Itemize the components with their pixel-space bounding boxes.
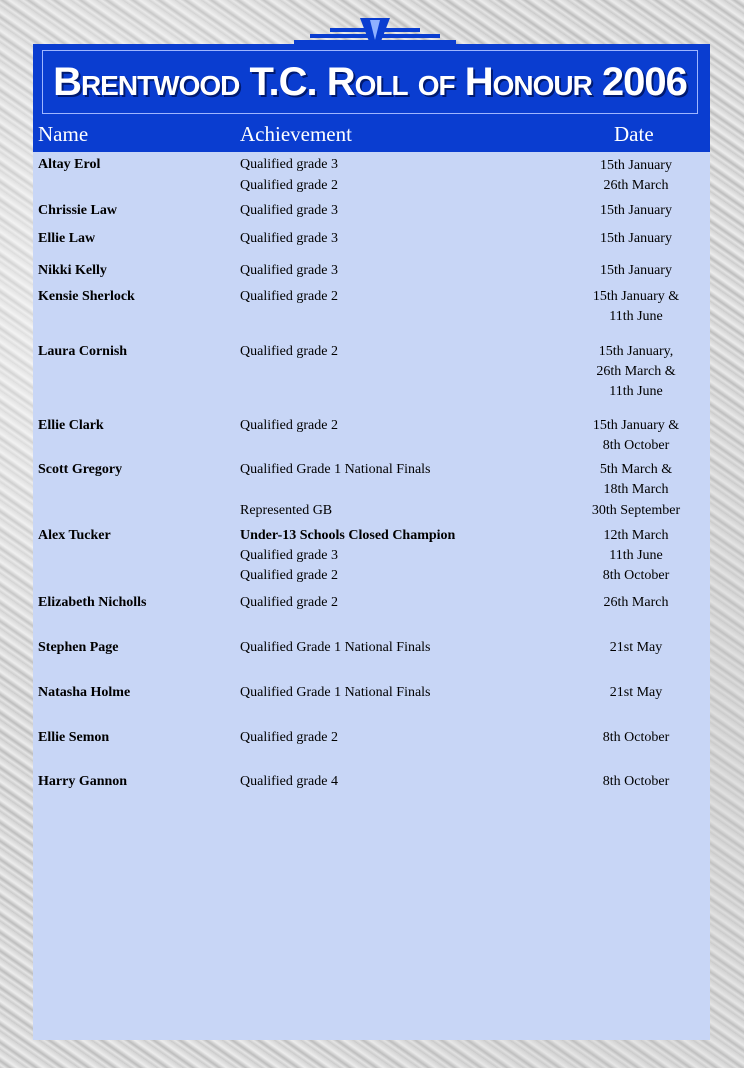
table-row-achievement: Qualified grade 3 (240, 548, 338, 563)
table-row-date: 26th March (603, 595, 669, 610)
table-row-name: Stephen Page (38, 640, 119, 655)
table-row-name: Altay Erol (38, 157, 101, 172)
header-name: Name (38, 122, 89, 146)
table-row-achievement: Qualified grade 2 (240, 344, 338, 359)
table-row-date: 11th June (609, 384, 663, 399)
table-row-name: Laura Cornish (38, 344, 128, 359)
table-row-date: 18th March (603, 482, 669, 497)
table-row-achievement: Qualified grade 3 (240, 231, 338, 246)
table-row-date: 30th September (591, 503, 681, 518)
table-row-date: 15th January (600, 158, 672, 173)
table-row-name: Ellie Clark (38, 418, 104, 433)
table-row-date: 15th January & (592, 418, 680, 433)
table-row-name: Scott Gregory (38, 462, 123, 477)
table-row-achievement: Qualified grade 2 (240, 289, 338, 304)
table-row-achievement: Qualified grade 4 (240, 774, 338, 789)
table-row-achievement: Qualified grade 3 (240, 157, 338, 172)
table-row-achievement: Qualified Grade 1 National Finals (240, 640, 431, 655)
page-title: Brentwood T.C. Roll of Honour 2006 (53, 59, 687, 104)
table-row-achievement: Qualified grade 2 (240, 418, 338, 433)
table-row-date: 5th March & (599, 462, 673, 477)
art-deco-ornament (294, 18, 456, 46)
table-row-date: 8th October (602, 568, 670, 583)
table-row-date: 15th January (600, 231, 672, 246)
table-row-achievement: Qualified Grade 1 National Finals (240, 462, 431, 477)
table-row-date: 8th October (602, 438, 670, 453)
table-row-name: Nikki Kelly (38, 263, 107, 278)
table-row-achievement: Qualified grade 2 (240, 730, 338, 745)
table-row-achievement: Qualified grade 3 (240, 263, 338, 278)
table-row-name: Ellie Semon (38, 730, 110, 745)
table-row-date: 8th October (602, 730, 670, 745)
table-row-name: Alex Tucker (38, 528, 111, 543)
table-row-date: 15th January, (598, 344, 674, 359)
table-row-date: 15th January (600, 203, 672, 218)
table-row-achievement: Qualified grade 2 (240, 178, 338, 193)
title-frame (42, 50, 698, 114)
table-row-name: Elizabeth Nicholls (38, 595, 147, 610)
table-row-name: Ellie Law (38, 231, 96, 246)
table-row-date: 11th June (609, 309, 663, 324)
table-row-date: 15th January (600, 263, 672, 278)
table-header (33, 120, 710, 152)
table-row-date: 26th March (603, 178, 669, 193)
table-row-date: 11th June (609, 548, 663, 563)
table-row-name: Kensie Sherlock (38, 289, 135, 304)
table-row-date: 15th January & (592, 289, 680, 304)
table-row-date: 21st May (609, 685, 663, 700)
table-row-name: Chrissie Law (38, 203, 117, 218)
table-row-achievement: Represented GB (240, 503, 333, 518)
table-row-date: 8th October (602, 774, 670, 789)
table-row-achievement: Qualified grade 2 (240, 568, 338, 583)
table-row-date: 12th March (603, 528, 669, 543)
table-row-date: 26th March & (596, 364, 676, 379)
header-date: Date (614, 122, 654, 146)
table-row-achievement: Qualified Grade 1 National Finals (240, 685, 431, 700)
table-row-name: Natasha Holme (38, 685, 131, 700)
header-achievement: Achievement (240, 122, 352, 146)
table-row-achievement: Under-13 Schools Closed Champion (240, 528, 456, 543)
table-row-date: 21st May (609, 640, 663, 655)
table-row-name: Harry Gannon (38, 774, 128, 789)
table-row-achievement: Qualified grade 2 (240, 595, 338, 610)
table-row-achievement: Qualified grade 3 (240, 203, 338, 218)
